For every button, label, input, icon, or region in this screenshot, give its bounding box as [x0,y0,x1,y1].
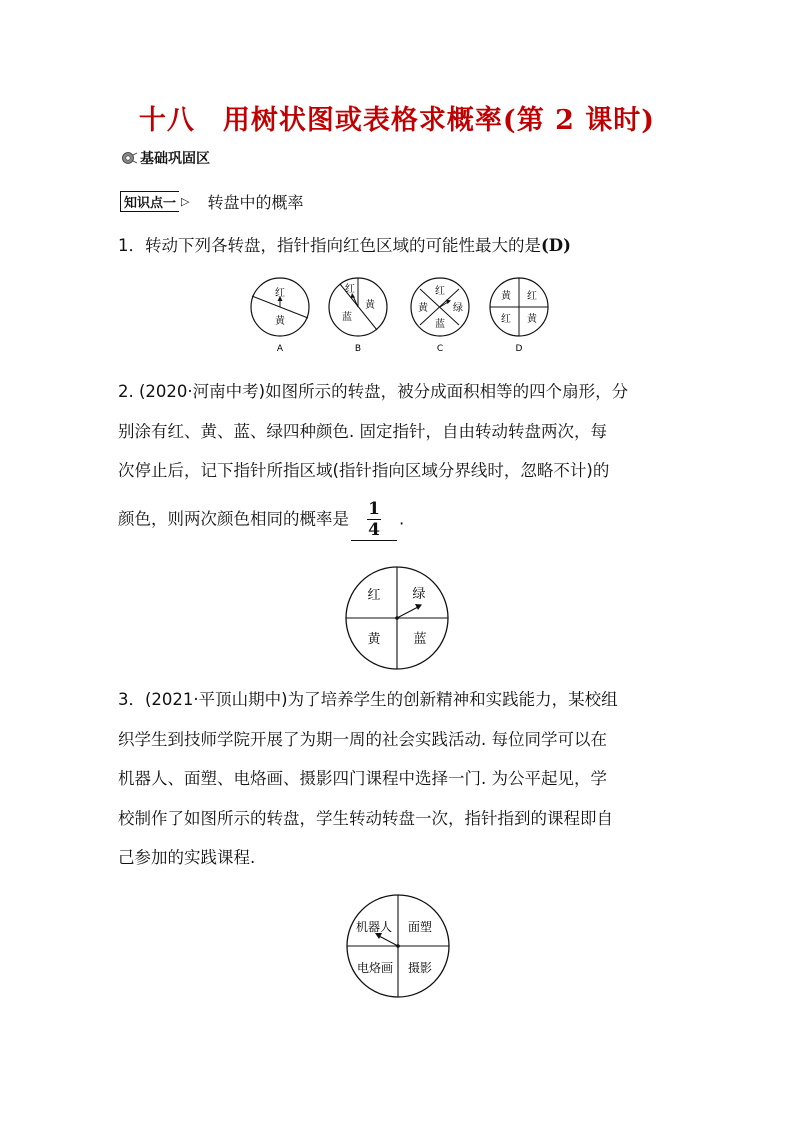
spinner-c-label-4: 蓝 [435,319,445,330]
fraction-numerator: 1 [368,498,380,519]
q2-spinner [344,565,450,671]
q2-spinner-label-4: 蓝 [413,632,427,647]
spinner-b-label-2: 黄 [365,300,375,311]
spinner-c-label-2: 黄 [418,303,428,314]
fraction-denominator: 4 [368,519,380,540]
q2-spinner-label-1: 红 [367,588,381,603]
question-2-line-4 [118,499,678,541]
spinner-d-label-3: 红 [501,314,511,325]
spinner-a-label-1: 红 [275,288,285,299]
knowledge-point-header [120,190,304,213]
q3-spinner-label-4: 摄影 [407,961,433,975]
question-2-line-4-suffix: . [399,509,405,528]
q3-spinner-label-2: 面塑 [407,920,433,934]
spinner-d [490,278,548,354]
question-3-line-4: 校制作了如图所示的转盘，学生转动转盘一次，指针指到的课程即自 [118,808,613,828]
question-2-line-2: 别涂有红、黄、蓝、绿四种颜色. 固定指针，自由转动转盘两次，每 [118,421,607,441]
question-2-line-3: 次停止后，记下指针所指区域(指针指向区域分界线时，忽略不计)的 [118,461,610,480]
spinner-c-label-3: 绿 [453,303,463,314]
q3-spinner-label-3: 电烙画 [356,961,394,975]
section-header [120,148,210,168]
answer-fraction [351,499,397,541]
spinner-b-label-3: 蓝 [342,312,352,323]
spinner-b-letter: B [354,344,362,354]
question-1-text: 1．转动下列各转盘，指针指向红色区域的可能性最大的是 [118,236,541,255]
gear-badge-icon [120,151,138,165]
spinner-c [411,278,469,354]
knowledge-point-tag: 知识点一 [120,191,179,212]
spinner-b [329,278,387,354]
arrow-icon: ▷ [181,195,190,208]
q2-spinner-label-2: 绿 [412,587,426,602]
spinner-c-label-1: 红 [435,286,445,297]
q3-spinner-label-1: 机器人 [355,920,393,934]
question-3 [118,680,678,878]
spinner-d-letter: D [515,344,523,354]
question-3-line-1: 3．(2021·平顶山期中)为了培养学生的创新精神和实践能力，某校组 [118,690,618,709]
spinner-b-label-1: 红 [345,284,355,295]
spinner-a-label-2: 黄 [275,316,285,327]
question-2 [118,372,678,541]
spinner-d-label-4: 黄 [527,314,537,325]
question-2-line-4-text: 颜色，则两次颜色相同的概率是 [118,509,349,528]
q1-spinners [240,276,560,360]
question-3-line-2: 织学生到技师学院开展了为期一周的社会实践活动. 每位同学可以在 [118,729,607,749]
spinner-a-letter: A [276,344,284,354]
spinner-a [251,278,309,354]
question-1 [118,226,678,266]
q2-spinner-label-3: 黄 [367,632,381,647]
q3-spinner [345,893,451,999]
spinner-c-letter: C [436,344,444,354]
page-title: 十八 用树状图或表格求概率(第 2 课时) [138,105,656,136]
question-3-line-3: 机器人、面塑、电烙画、摄影四门课程中选择一门. 为公平起见，学 [118,769,607,788]
question-1-answer: (D) [541,236,571,255]
section-label: 基础巩固区 [140,151,210,167]
spinner-d-label-1: 黄 [501,291,511,302]
spinner-d-label-2: 红 [527,291,537,302]
knowledge-point-topic: 转盘中的概率 [207,193,304,212]
question-3-line-5: 己参加的实践课程. [118,848,256,867]
question-2-line-1: 2. (2020·河南中考)如图所示的转盘，被分成面积相等的四个扇形，分 [118,382,629,401]
